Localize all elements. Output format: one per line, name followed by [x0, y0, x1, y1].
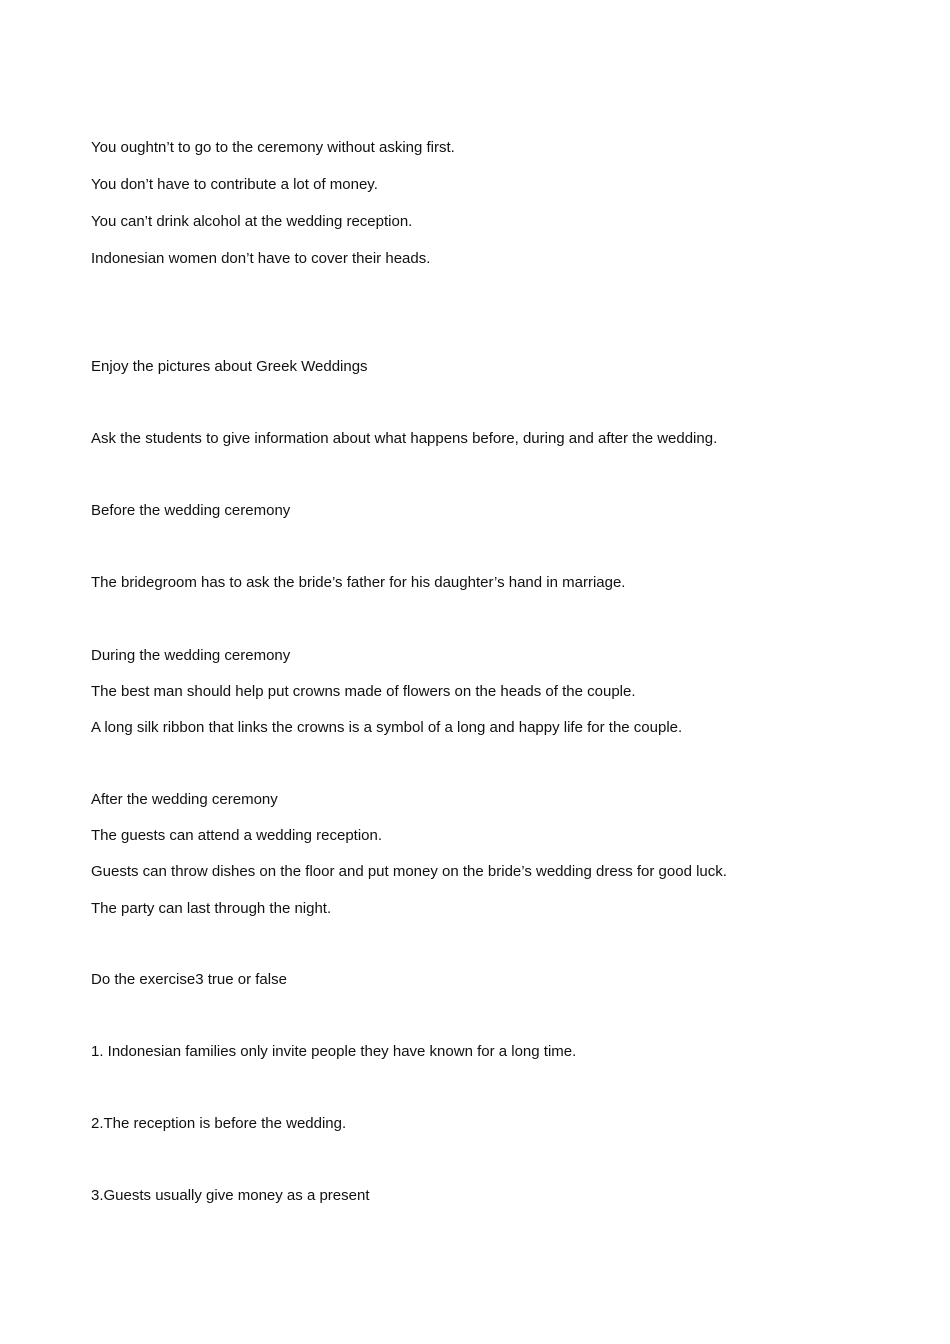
text-line: Indonesian women don’t have to cover their heads. — [91, 250, 431, 267]
section-heading: During the wedding ceremony — [91, 647, 291, 664]
section-heading: Do the exercise3 true or false — [91, 971, 287, 988]
exercise-item: 3.Guests usually give money as a present — [91, 1187, 370, 1204]
text-line: A long silk ribbon that links the crowns is a symbol of a long and happy life for the couple. — [91, 719, 683, 736]
section-heading: After the wedding ceremony — [91, 791, 278, 808]
text-line: You can’t drink alcohol at the wedding reception. — [91, 213, 413, 230]
text-line: Ask the students to give information about what happens before, during and after the wedding. — [91, 430, 718, 447]
exercise-item: 1. Indonesian families only invite people they have known for a long time. — [91, 1043, 577, 1060]
text-line: The party can last through the night. — [91, 900, 332, 917]
section-heading: Before the wedding ceremony — [91, 502, 291, 519]
section-heading: Enjoy the pictures about Greek Weddings — [91, 358, 368, 375]
text-line: You oughtn’t to go to the ceremony without asking first. — [91, 139, 455, 156]
text-line: Guests can throw dishes on the floor and put money on the bride’s wedding dress for good luck. — [91, 863, 727, 880]
text-line: The guests can attend a wedding reception. — [91, 827, 383, 844]
exercise-item: 2.The reception is before the wedding. — [91, 1115, 347, 1132]
text-line: The bridegroom has to ask the bride’s father for his daughter’s hand in marriage. — [91, 574, 626, 591]
text-line: You don’t have to contribute a lot of money. — [91, 176, 378, 193]
text-line: The best man should help put crowns made of flowers on the heads of the couple. — [91, 683, 636, 700]
